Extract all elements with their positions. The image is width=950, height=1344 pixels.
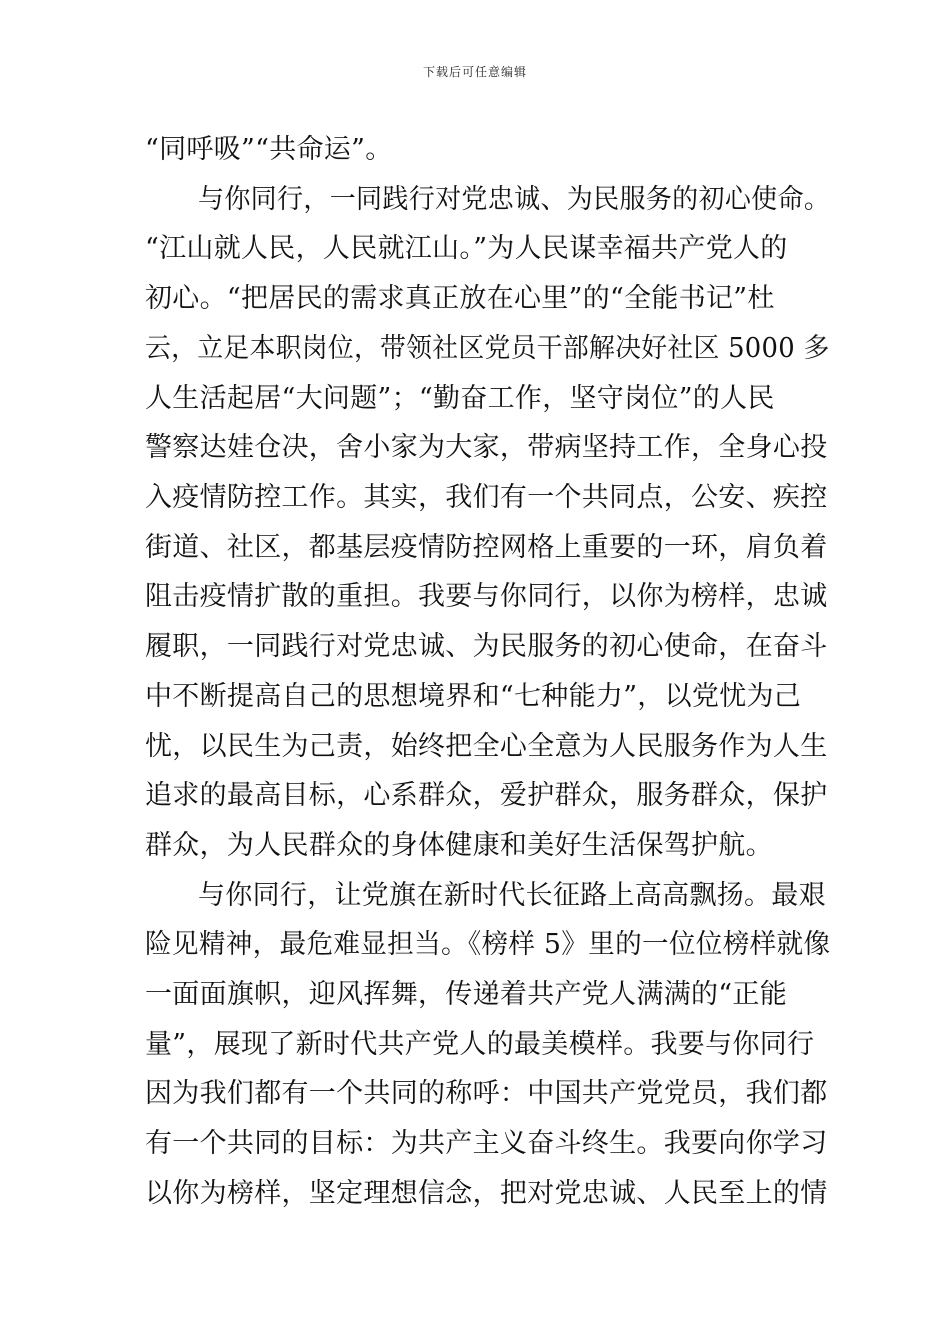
text-line: “同呼吸”“共命运”。: [145, 134, 393, 165]
text-line: 量”，展现了新时代共产党人的最美模样。我要与你同行: [145, 1029, 815, 1060]
text-line: 警察达娃仓决，舍小家为大家，带病坚持工作，全身心投: [145, 432, 828, 463]
text-line: 因为我们都有一个共同的称呼：中国共产党党员，我们都: [145, 1078, 828, 1109]
text-line: “江山就人民，人民就江山。”为人民谋幸福共产党人的: [145, 233, 788, 264]
text-line: 入疫情防控工作。其实，我们有一个共同点，公安、疾控: [145, 482, 828, 513]
text-line: 与你同行，一同践行对党忠诚、为民服务的初心使命。: [198, 184, 831, 215]
text-line: 履职，一同践行对党忠诚、为民服务的初心使命，在奋斗: [145, 631, 828, 662]
text-line: 初心。“把居民的需求真正放在心里”的“全能书记”杜: [145, 283, 775, 314]
text-line: 追求的最高目标，心系群众，爱护群众，服务群众，保护: [145, 780, 828, 811]
text-line: 阻击疫情扩散的重担。我要与你同行，以你为榜样，忠诚: [145, 581, 828, 612]
text-line: 群众，为人民群众的身体健康和美好生活保驾护航。: [145, 830, 773, 861]
text-line: 人生活起居“大问题”；“勤奋工作，坚守岗位”的人民: [145, 383, 775, 414]
page-header: 下载后可任意编辑: [422, 65, 527, 79]
text-line: 云，立足本职岗位，带领社区党员干部解决好社区 5000 多: [145, 333, 830, 364]
text-line: 一面面旗帜，迎风挥舞，传递着共产党人满满的“正能: [145, 979, 788, 1010]
text-line: 险见精神，最危难显担当。《榜样 5》里的一位位榜样就像: [145, 929, 831, 960]
text-line: 有一个共同的目标：为共产主义奋斗终生。我要向你学习: [145, 1128, 828, 1159]
text-line: 忧，以民生为己责，始终把全心全意为人民服务作为人生: [145, 731, 828, 762]
text-line: 与你同行，让党旗在新时代长征路上高高飘扬。最艰: [198, 880, 826, 911]
text-line: 以你为榜样，坚定理想信念，把对党忠诚、人民至上的情: [145, 1178, 828, 1209]
text-line: 中不断提高自己的思想境界和“七种能力”，以党忧为己: [145, 681, 802, 712]
text-line: 街道、社区，都基层疫情防控网格上重要的一环，肩负着: [145, 532, 828, 563]
